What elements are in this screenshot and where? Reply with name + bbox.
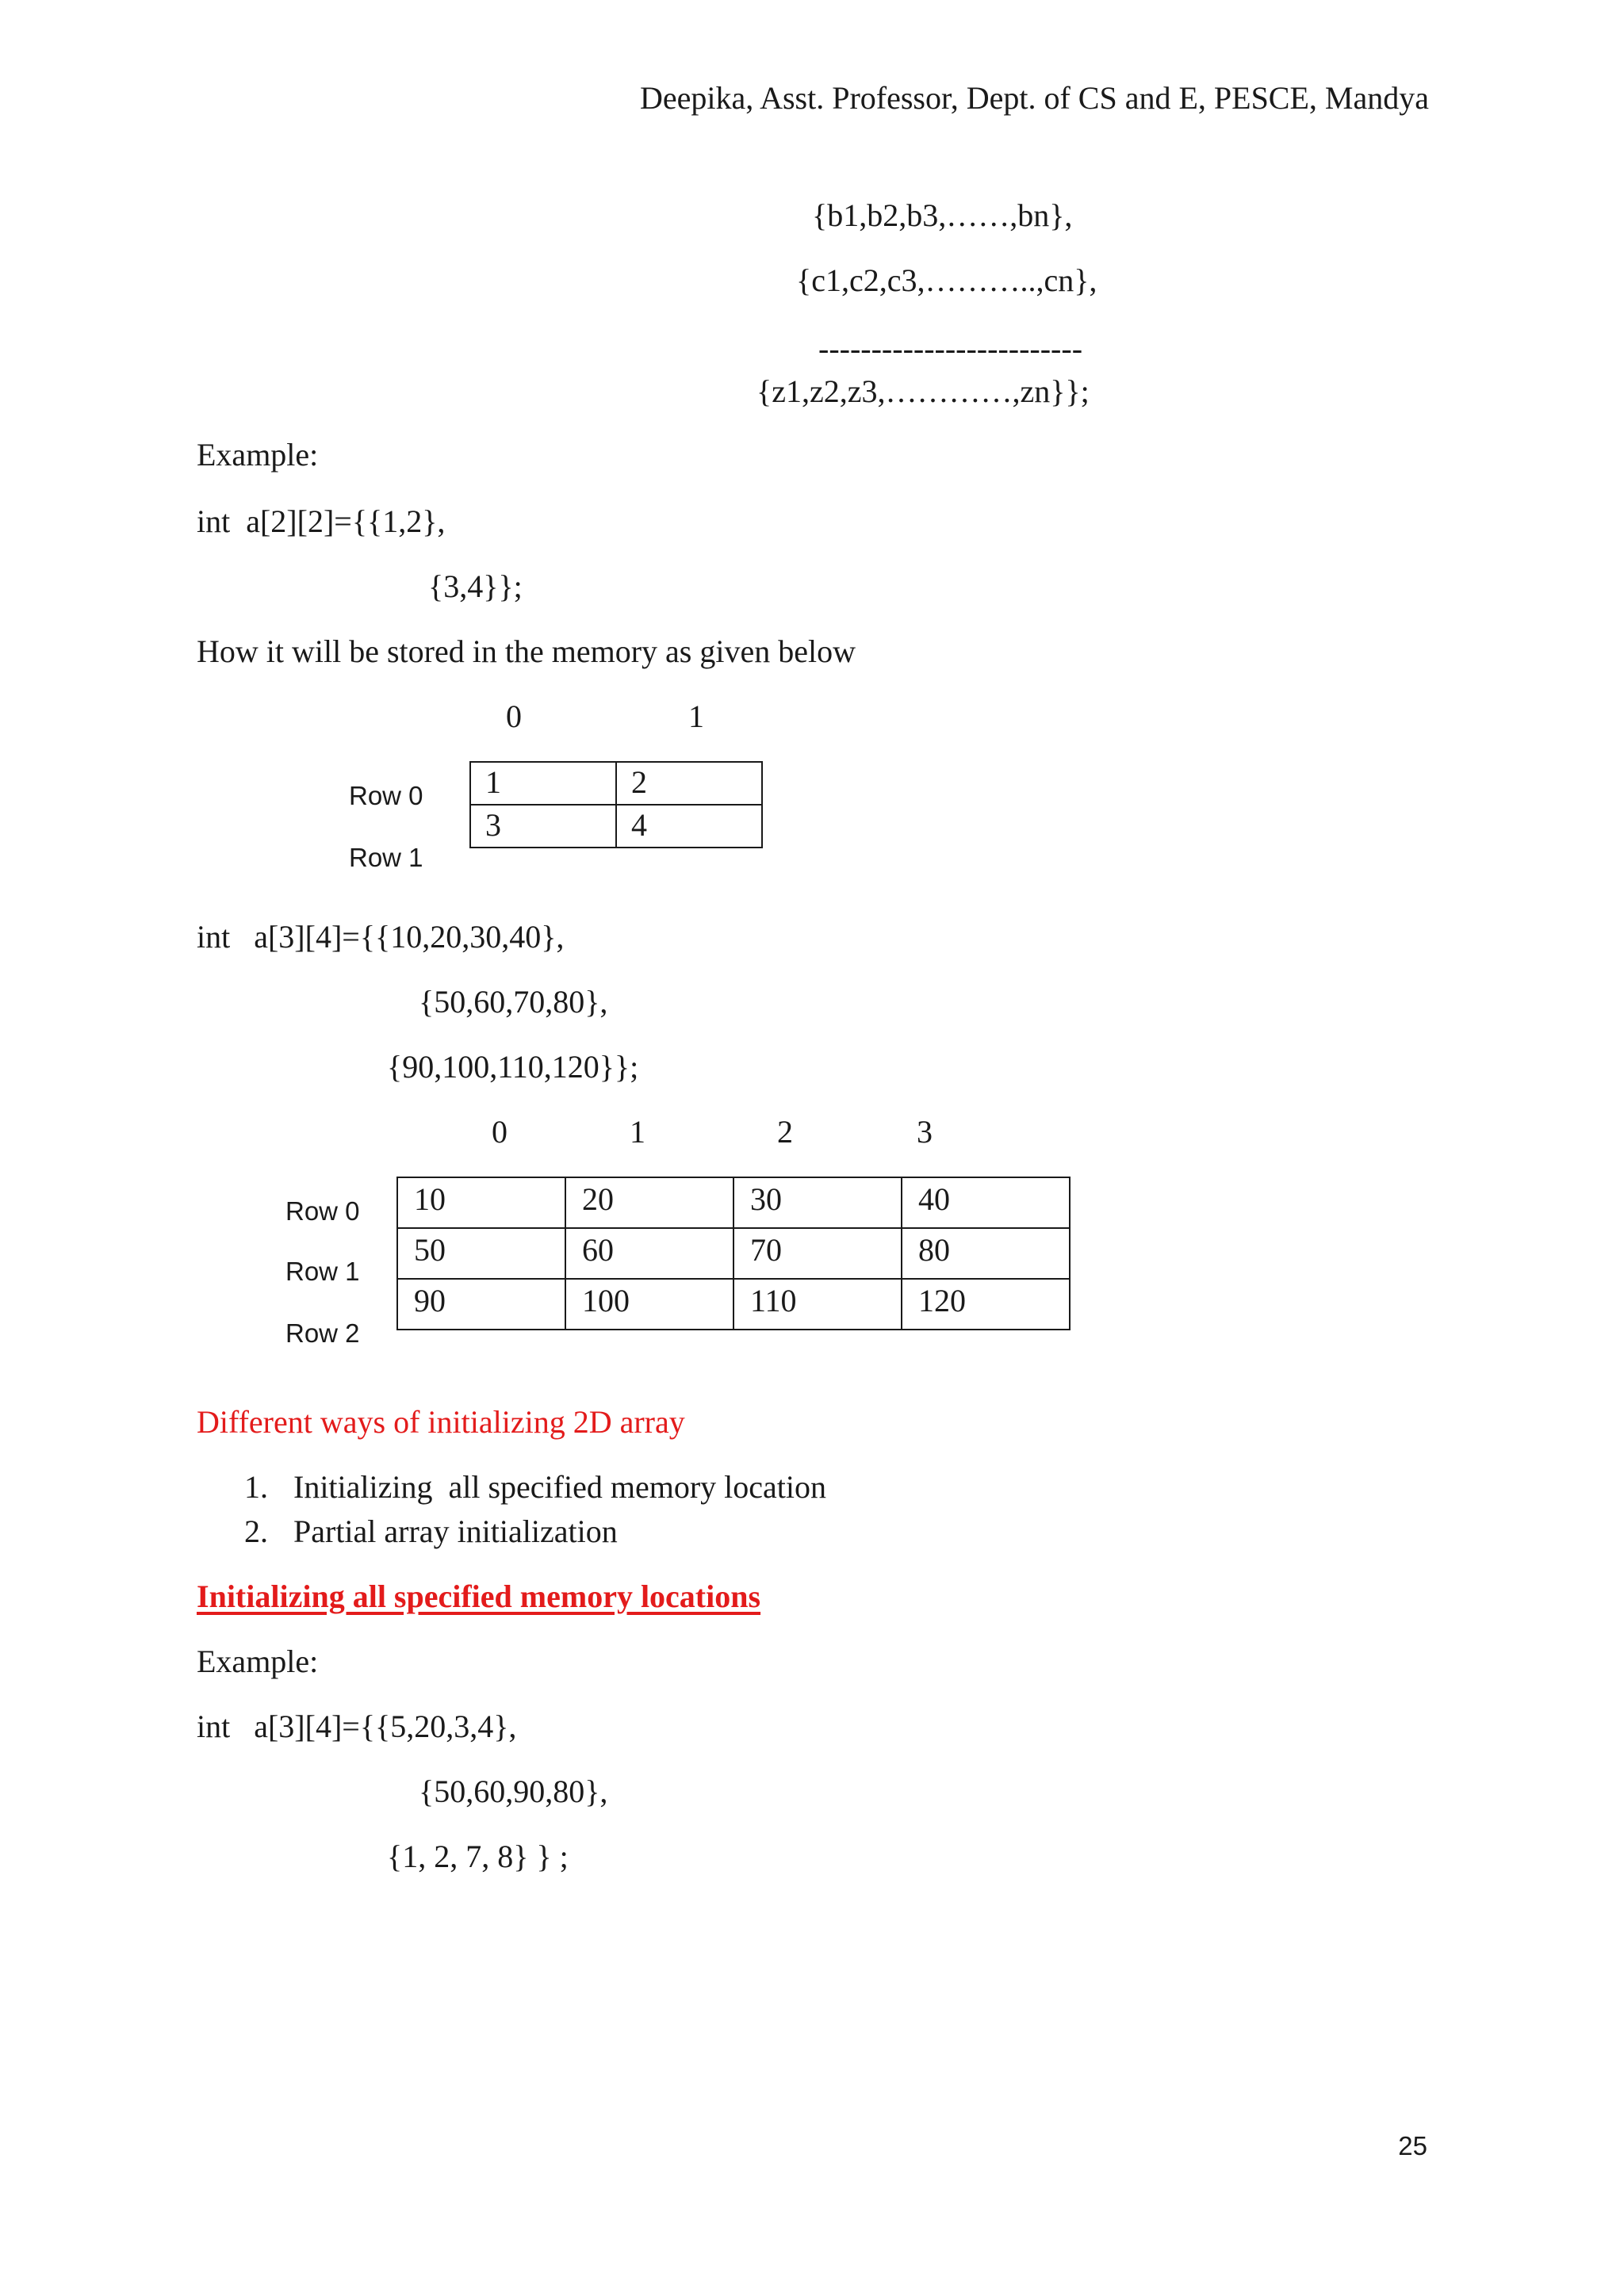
table-cell: 10: [397, 1177, 565, 1228]
example2-col-header-2: 2: [777, 1114, 793, 1150]
example1-code-line2: {3,4}};: [428, 568, 523, 604]
table-cell: 1: [470, 762, 616, 805]
table-cell: 30: [733, 1177, 902, 1228]
list-number: 2.: [244, 1513, 268, 1549]
table-cell: 3: [470, 805, 616, 848]
ways-heading: Different ways of initializing 2D array: [197, 1404, 685, 1440]
page-number: 25: [1398, 2131, 1427, 2160]
example1-memory-table: [469, 761, 763, 848]
example1-code-line1: int a[2][2]={{1,2},: [197, 503, 446, 539]
list-item-text: Partial array initialization: [293, 1513, 618, 1549]
table-cell: 100: [565, 1279, 733, 1330]
table-row: [397, 1228, 1070, 1279]
table-cell: 90: [397, 1279, 565, 1330]
table-row: [470, 762, 762, 805]
example1-col-header-0: 0: [506, 698, 522, 734]
general-form-line-c: {c1,c2,c3,………..,cn},: [796, 262, 1097, 298]
table-cell: 70: [733, 1228, 902, 1279]
table-row: [397, 1177, 1070, 1228]
general-form-line-b: {b1,b2,b3,……,bn},: [812, 197, 1073, 233]
table-cell: 40: [902, 1177, 1070, 1228]
ways-list-item: [244, 1468, 826, 1506]
table-cell: 110: [733, 1279, 902, 1330]
section2-code-line3: {1, 2, 7, 8} } ;: [387, 1839, 569, 1874]
example1-description: How it will be stored in the memory as given below: [197, 633, 856, 669]
example2-code-line1: int a[3][4]={{10,20,30,40},: [197, 919, 565, 955]
example1-col-header-1: 1: [688, 698, 704, 734]
example1-row-label-0: Row 0: [349, 781, 423, 810]
table-cell: 2: [616, 762, 762, 805]
section2-example-label: Example:: [197, 1644, 319, 1679]
example2-row-label-2: Row 2: [285, 1318, 360, 1348]
table-cell: 80: [902, 1228, 1070, 1279]
example1-row-label-1: Row 1: [349, 843, 423, 872]
example2-col-header-3: 3: [917, 1114, 933, 1150]
general-form-line-z: {z1,z2,z3,…………,zn}};: [756, 373, 1090, 409]
example2-col-header-0: 0: [492, 1114, 508, 1150]
ways-list-item: [244, 1513, 618, 1551]
table-cell: 20: [565, 1177, 733, 1228]
example2-memory-table: [396, 1177, 1071, 1330]
example1-label: Example:: [197, 437, 319, 473]
table-row: [397, 1279, 1070, 1330]
section2-heading: Initializing all specified memory locations: [197, 1578, 761, 1614]
example2-col-header-1: 1: [630, 1114, 645, 1150]
example2-code-line2: {50,60,70,80},: [419, 984, 608, 1020]
list-item-text: Initializing all specified memory location: [293, 1469, 827, 1505]
table-row: [470, 805, 762, 848]
list-number: 1.: [244, 1469, 268, 1505]
table-cell: 60: [565, 1228, 733, 1279]
page-header: Deepika, Asst. Professor, Dept. of CS and E, PESCE, Mandya: [640, 80, 1429, 116]
section2-code-line2: {50,60,90,80},: [419, 1774, 608, 1809]
section2-code-line1: int a[3][4]={{5,20,3,4},: [197, 1709, 517, 1744]
table-cell: 50: [397, 1228, 565, 1279]
general-form-dashes: -------------------------: [818, 331, 1083, 366]
example2-row-label-0: Row 0: [285, 1196, 360, 1226]
example2-row-label-1: Row 1: [285, 1257, 360, 1286]
table-cell: 120: [902, 1279, 1070, 1330]
example2-code-line3: {90,100,110,120}};: [387, 1049, 639, 1085]
table-cell: 4: [616, 805, 762, 848]
